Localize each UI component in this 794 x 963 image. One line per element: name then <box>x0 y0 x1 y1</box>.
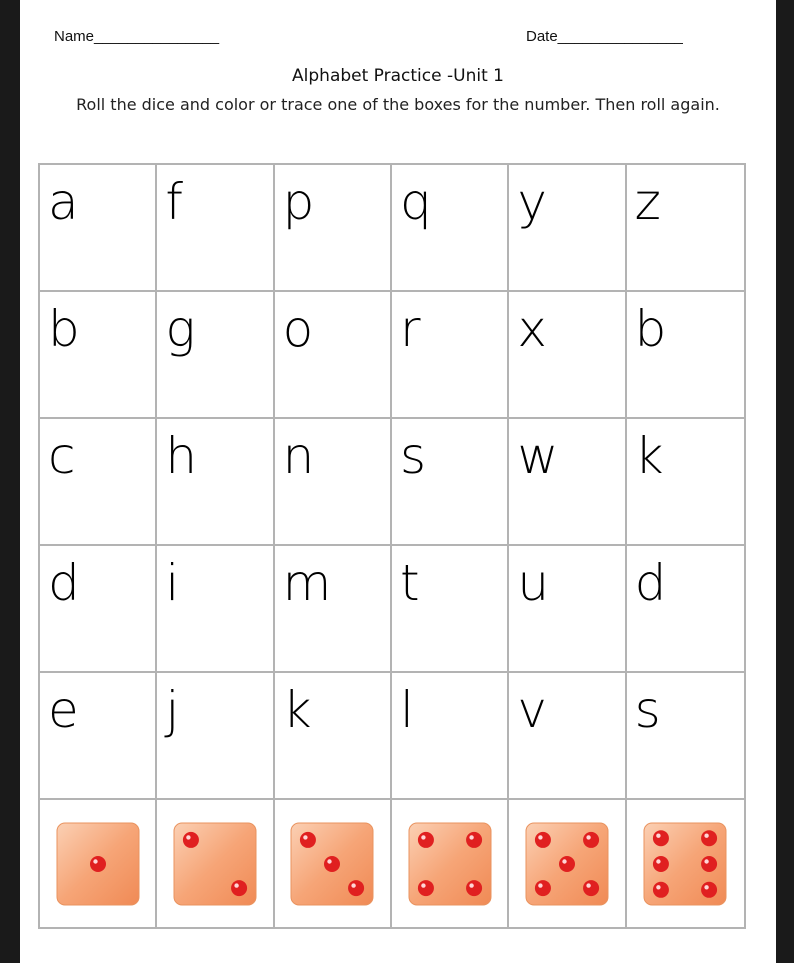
die-pip-highlight <box>586 835 590 839</box>
letter-glyph: m <box>282 554 332 612</box>
die-pip-highlight <box>562 859 566 863</box>
die-pip-highlight <box>705 859 709 863</box>
letter-box[interactable] <box>392 673 509 800</box>
letter-glyph: j <box>165 681 180 739</box>
die-pip <box>231 880 247 896</box>
letter-box[interactable] <box>40 673 157 800</box>
letter-glyph: c <box>48 427 76 485</box>
letter-glyph: f <box>165 173 183 231</box>
worksheet-page <box>20 0 776 963</box>
die-pip <box>583 880 599 896</box>
letter-glyph: b <box>48 300 80 358</box>
letter-box[interactable] <box>392 546 509 673</box>
die-pip <box>583 831 599 847</box>
letter-glyph: a <box>48 173 79 231</box>
letter-glyph: y <box>517 173 547 231</box>
die-pip <box>418 880 434 896</box>
die-pip <box>324 856 340 872</box>
letter-glyph: v <box>517 681 547 739</box>
letter-glyph: r <box>400 300 421 358</box>
letter-box[interactable] <box>157 673 274 800</box>
letter-glyph: t <box>400 554 420 612</box>
die-1-icon <box>55 821 141 907</box>
die-box[interactable] <box>392 800 509 927</box>
die-pip <box>701 856 717 872</box>
letter-grid <box>38 163 746 929</box>
letter-glyph: g <box>165 300 196 358</box>
date-field-label: Date_______________ <box>526 28 683 45</box>
die-pip-highlight <box>657 859 661 863</box>
letter-box[interactable] <box>392 165 509 292</box>
letter-glyph: h <box>165 427 198 485</box>
letter-box[interactable] <box>275 673 392 800</box>
die-pip-highlight <box>328 859 332 863</box>
die-pip-highlight <box>657 885 661 889</box>
letter-glyph: u <box>517 554 550 612</box>
letter-glyph: n <box>282 427 315 485</box>
die-pip <box>466 880 482 896</box>
die-pip-highlight <box>186 835 190 839</box>
letter-glyph: i <box>165 554 180 612</box>
die-box[interactable] <box>157 800 274 927</box>
die-2-icon <box>172 821 258 907</box>
die-pip-highlight <box>304 835 308 839</box>
letter-glyph: q <box>400 173 432 231</box>
letter-box[interactable] <box>392 292 509 419</box>
letter-box[interactable] <box>392 419 509 546</box>
die-pip <box>183 831 199 847</box>
die-pip-highlight <box>705 885 709 889</box>
die-pip-highlight <box>421 883 425 887</box>
die-pip <box>535 880 551 896</box>
letter-glyph: b <box>634 300 667 358</box>
letter-box[interactable] <box>275 165 392 292</box>
die-5-icon <box>524 821 610 907</box>
die-pip-highlight <box>93 859 97 863</box>
die-pip-highlight <box>538 883 542 887</box>
letter-box[interactable] <box>275 419 392 546</box>
letter-glyph: o <box>282 300 314 358</box>
letter-box[interactable] <box>275 546 392 673</box>
die-pip-highlight <box>657 833 661 837</box>
die-pip <box>559 856 575 872</box>
letter-box[interactable] <box>40 419 157 546</box>
letter-box[interactable] <box>509 165 626 292</box>
die-pip-highlight <box>352 883 356 887</box>
die-pip-highlight <box>421 835 425 839</box>
die-pip-highlight <box>469 835 473 839</box>
letter-box[interactable] <box>509 292 626 419</box>
letter-glyph: d <box>48 554 80 612</box>
letter-glyph: w <box>517 427 559 485</box>
letter-glyph: e <box>48 681 79 739</box>
die-pip <box>653 856 669 872</box>
letter-glyph: z <box>634 173 661 231</box>
die-pip <box>418 831 434 847</box>
letter-glyph: l <box>400 681 414 739</box>
die-pip <box>653 830 669 846</box>
letter-glyph: x <box>517 300 547 358</box>
die-box[interactable] <box>275 800 392 927</box>
letter-box[interactable] <box>40 546 157 673</box>
letter-box[interactable] <box>509 419 626 546</box>
letter-box[interactable] <box>509 673 626 800</box>
die-4-icon <box>407 821 493 907</box>
letter-box[interactable] <box>627 165 744 292</box>
die-box[interactable] <box>40 800 157 927</box>
die-pip-highlight <box>705 833 709 837</box>
die-pip <box>653 881 669 897</box>
letter-box[interactable] <box>40 292 157 419</box>
die-3-icon <box>289 821 375 907</box>
die-pip-highlight <box>234 883 238 887</box>
letter-box[interactable] <box>157 165 274 292</box>
die-6-icon <box>642 821 728 907</box>
letter-glyph: k <box>634 427 664 485</box>
letter-box[interactable] <box>157 292 274 419</box>
letter-box[interactable] <box>157 546 274 673</box>
letter-box[interactable] <box>157 419 274 546</box>
die-pip-highlight <box>469 883 473 887</box>
die-pip <box>535 831 551 847</box>
letter-box[interactable] <box>40 165 157 292</box>
die-pip <box>701 881 717 897</box>
letter-glyph: s <box>400 427 427 485</box>
letter-box[interactable] <box>627 673 744 800</box>
letter-glyph: s <box>634 681 661 739</box>
name-field-label: Name_______________ <box>54 28 220 45</box>
die-pip <box>348 880 364 896</box>
letter-box[interactable] <box>509 546 626 673</box>
die-pip <box>90 856 106 872</box>
die-box[interactable] <box>509 800 626 927</box>
letter-box[interactable] <box>627 292 744 419</box>
die-pip <box>300 831 316 847</box>
letter-box[interactable] <box>627 546 744 673</box>
worksheet-title: Alphabet Practice -Unit 1 <box>292 66 504 86</box>
instructions-text: Roll the dice and color or trace one of the boxes for the number. Then roll again. <box>76 95 720 114</box>
die-pip-highlight <box>538 835 542 839</box>
letter-box[interactable] <box>275 292 392 419</box>
letter-glyph: p <box>282 173 315 231</box>
die-pip <box>466 831 482 847</box>
letter-box[interactable] <box>627 419 744 546</box>
letter-glyph: k <box>282 681 312 739</box>
die-box[interactable] <box>627 800 744 927</box>
letter-glyph: d <box>634 554 667 612</box>
die-pip-highlight <box>586 883 590 887</box>
die-pip <box>701 830 717 846</box>
